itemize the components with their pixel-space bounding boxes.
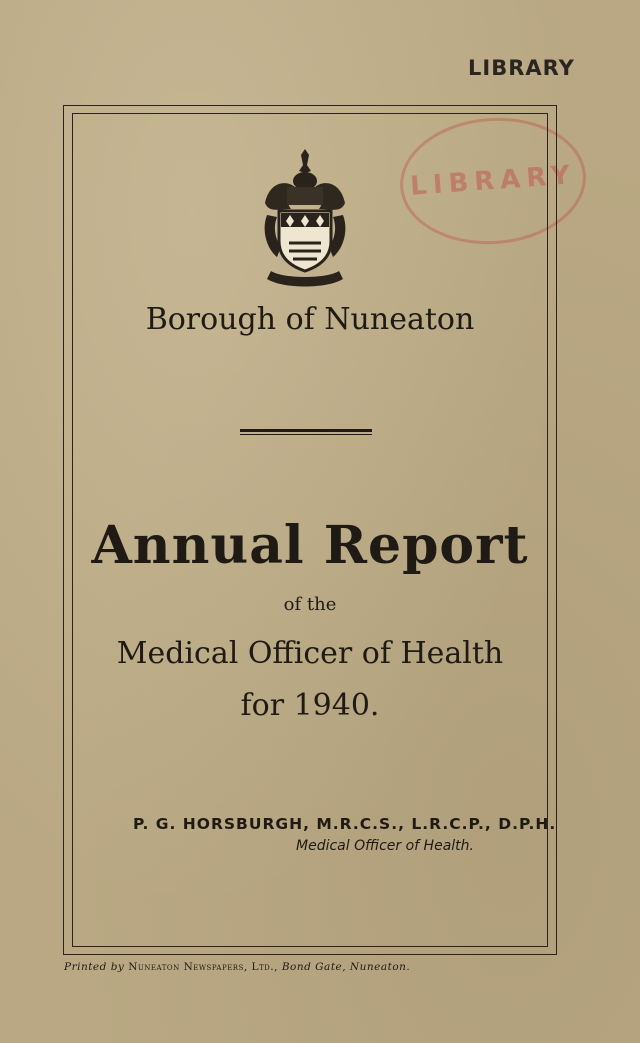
borough-heading: Borough of Nuneaton — [145, 302, 475, 337]
printer-line — [64, 961, 410, 973]
printer-company: Nuneaton Newspapers, Ltd., — [128, 961, 278, 973]
author-role: Medical Officer of Health. — [296, 838, 474, 854]
author-name: P. G. HORSBURGH, M.R.C.S., L.R.C.P., D.P.H. — [133, 815, 557, 833]
coat-of-arms-icon — [255, 143, 355, 288]
of-the-text: of the — [283, 594, 337, 615]
printer-address: Bond Gate, Nuneaton. — [281, 961, 411, 973]
medical-officer-heading: Medical Officer of Health — [116, 636, 504, 671]
library-stamp: LIBRARY — [396, 112, 590, 251]
report-year: for 1940. — [240, 688, 380, 723]
divider-rule — [240, 429, 372, 435]
library-label: LIBRARY — [468, 56, 575, 80]
printer-prefix: Printed by — [64, 961, 125, 973]
report-title: Annual Report — [91, 515, 529, 576]
